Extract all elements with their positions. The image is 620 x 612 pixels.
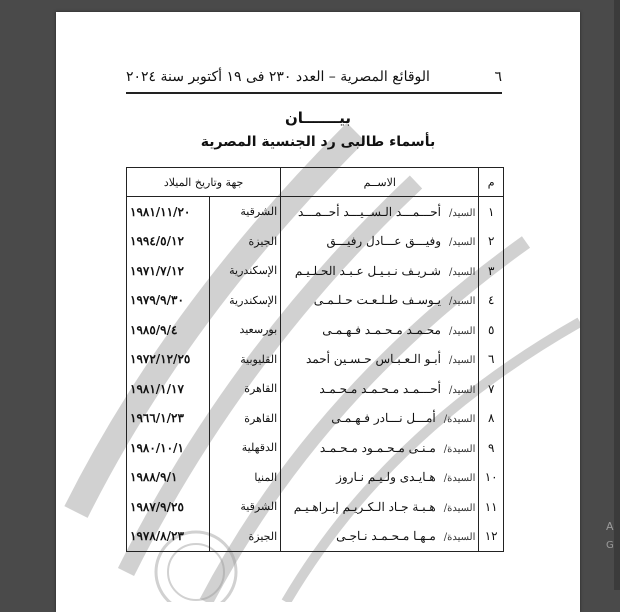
row-name-cell <box>281 227 479 257</box>
row-number: ٦ <box>479 345 504 375</box>
row-name-cell <box>281 315 479 345</box>
row-title: السيدة/ <box>443 473 476 485</box>
document-title: بيـــــــان <box>284 109 352 127</box>
row-full-name: هـايـدى ولـيـم نـاروز <box>336 470 436 485</box>
names-table <box>126 167 504 552</box>
row-full-name: يـوسـف طـلـعـت حـلـمـى <box>313 293 441 308</box>
table-row <box>127 345 504 375</box>
row-birthplace: الشرقية <box>210 197 281 227</box>
row-birthplace: الجيزة <box>210 522 281 552</box>
row-title: السيد/ <box>448 296 476 308</box>
table-row <box>127 492 504 522</box>
row-birthdate: ١٩٨١/١/١٧ <box>127 374 210 404</box>
row-name-cell <box>281 433 479 463</box>
page-number: ٦ <box>494 69 502 85</box>
table-row <box>127 463 504 493</box>
row-title: السيدة/ <box>443 443 476 455</box>
side-overlay-text: A <box>606 520 614 533</box>
row-number: ٢ <box>479 227 504 257</box>
row-title: السيد/ <box>448 266 476 278</box>
row-number: ١٠ <box>479 463 504 493</box>
table-row <box>127 374 504 404</box>
row-birthplace: القليوبية <box>210 345 281 375</box>
row-full-name: مـهـا مـحـمـد نـاجـى <box>336 529 436 544</box>
row-birthdate: ١٩٦٦/١/٢٣ <box>127 404 210 434</box>
table-header-row <box>127 168 504 197</box>
row-number: ١ <box>479 197 504 227</box>
row-birthplace: الدقهلية <box>210 433 281 463</box>
row-number: ٩ <box>479 433 504 463</box>
table-row <box>127 522 504 552</box>
header-num: م <box>479 168 504 197</box>
table-row <box>127 197 504 227</box>
row-birthdate: ١٩٧١/٧/١٢ <box>127 256 210 286</box>
row-title: السيدة/ <box>443 502 476 514</box>
row-birthplace: القاهرة <box>210 374 281 404</box>
table-row <box>127 315 504 345</box>
row-title: السيد/ <box>448 355 476 367</box>
row-birthdate: ١٩٨٨/٩/١ <box>127 463 210 493</box>
row-name-cell <box>281 522 479 552</box>
row-full-name: محـمـد مـحـمـد فـهـمـى <box>322 322 441 337</box>
row-full-name: هـبـة جـاد الـكـريـم إبـراهـيـم <box>293 499 436 514</box>
row-name-cell <box>281 463 479 493</box>
table-row <box>127 286 504 316</box>
row-full-name: أحـــمـد مـحـمـد مـحـمـد <box>319 381 441 396</box>
header-place-date: جهة وتاريخ الميلاد <box>127 168 281 197</box>
header-rule <box>126 92 502 94</box>
row-birthplace: الإسكندرية <box>210 256 281 286</box>
row-number: ٨ <box>479 404 504 434</box>
row-title: السيد/ <box>448 384 476 396</box>
row-number: ٥ <box>479 315 504 345</box>
row-birthplace: بورسعيد <box>210 315 281 345</box>
row-birthplace: المنيا <box>210 463 281 493</box>
row-birthdate: ١٩٩٤/٥/١٢ <box>127 227 210 257</box>
row-full-name: شـريـف نـبـيـل عـبـد الحـلـيـم <box>294 263 441 278</box>
row-birthplace: الإسكندرية <box>210 286 281 316</box>
row-title: السيد/ <box>448 325 476 337</box>
row-birthdate: ١٩٨١/١١/٢٠ <box>127 197 210 227</box>
row-birthdate: ١٩٨٠/١٠/١ <box>127 433 210 463</box>
row-name-cell <box>281 374 479 404</box>
row-title: السيد/ <box>448 207 476 219</box>
table-row <box>127 404 504 434</box>
row-full-name: أبـو الـعـبـاس حـسـين أحمد <box>306 352 441 367</box>
row-name-cell <box>281 197 479 227</box>
row-birthdate: ١٩٧٨/٨/٢٣ <box>127 522 210 552</box>
viewer-scrollbar-edge[interactable] <box>614 0 620 590</box>
table-row <box>127 227 504 257</box>
row-name-cell <box>281 404 479 434</box>
row-full-name: أحـــمـــد الـســيـــد أحــمـــد <box>297 204 441 219</box>
document-page <box>56 12 580 612</box>
row-birthplace: الشرقية <box>210 492 281 522</box>
document-subtitle: بأسماء طالبى رد الجنسية المصرية <box>200 134 436 150</box>
row-number: ١١ <box>479 492 504 522</box>
row-name-cell <box>281 345 479 375</box>
row-full-name: أمـــل نـــادر فـهـمـى <box>331 411 436 426</box>
row-number: ٧ <box>479 374 504 404</box>
row-full-name: مـنـى مـحـمـود مـحـمـد <box>319 440 436 455</box>
table-row <box>127 256 504 286</box>
header-name: الاســم <box>281 168 479 197</box>
row-birthplace: القاهرة <box>210 404 281 434</box>
running-header <box>126 66 502 88</box>
row-full-name: وفيـــق عـــادل رفيـــق <box>326 234 441 249</box>
row-name-cell <box>281 256 479 286</box>
row-name-cell <box>281 492 479 522</box>
row-birthdate: ١٩٨٥/٩/٤ <box>127 315 210 345</box>
gazette-issue-line: الوقائع المصرية – العدد ٢٣٠ فى ١٩ أكتوبر سنة ٢٠٢٤ <box>126 69 430 85</box>
row-birthdate: ١٩٧٢/١٢/٢٥ <box>127 345 210 375</box>
row-title: السيدة/ <box>443 532 476 544</box>
table-row <box>127 433 504 463</box>
row-title: السيد/ <box>448 237 476 249</box>
row-birthplace: الجيزة <box>210 227 281 257</box>
row-number: ١٢ <box>479 522 504 552</box>
row-birthdate: ١٩٧٩/٩/٣٠ <box>127 286 210 316</box>
row-title: السيدة/ <box>443 414 476 426</box>
side-overlay-text-2: G <box>606 540 614 551</box>
row-name-cell <box>281 286 479 316</box>
row-number: ٣ <box>479 256 504 286</box>
row-number: ٤ <box>479 286 504 316</box>
row-birthdate: ١٩٨٧/٩/٢٥ <box>127 492 210 522</box>
